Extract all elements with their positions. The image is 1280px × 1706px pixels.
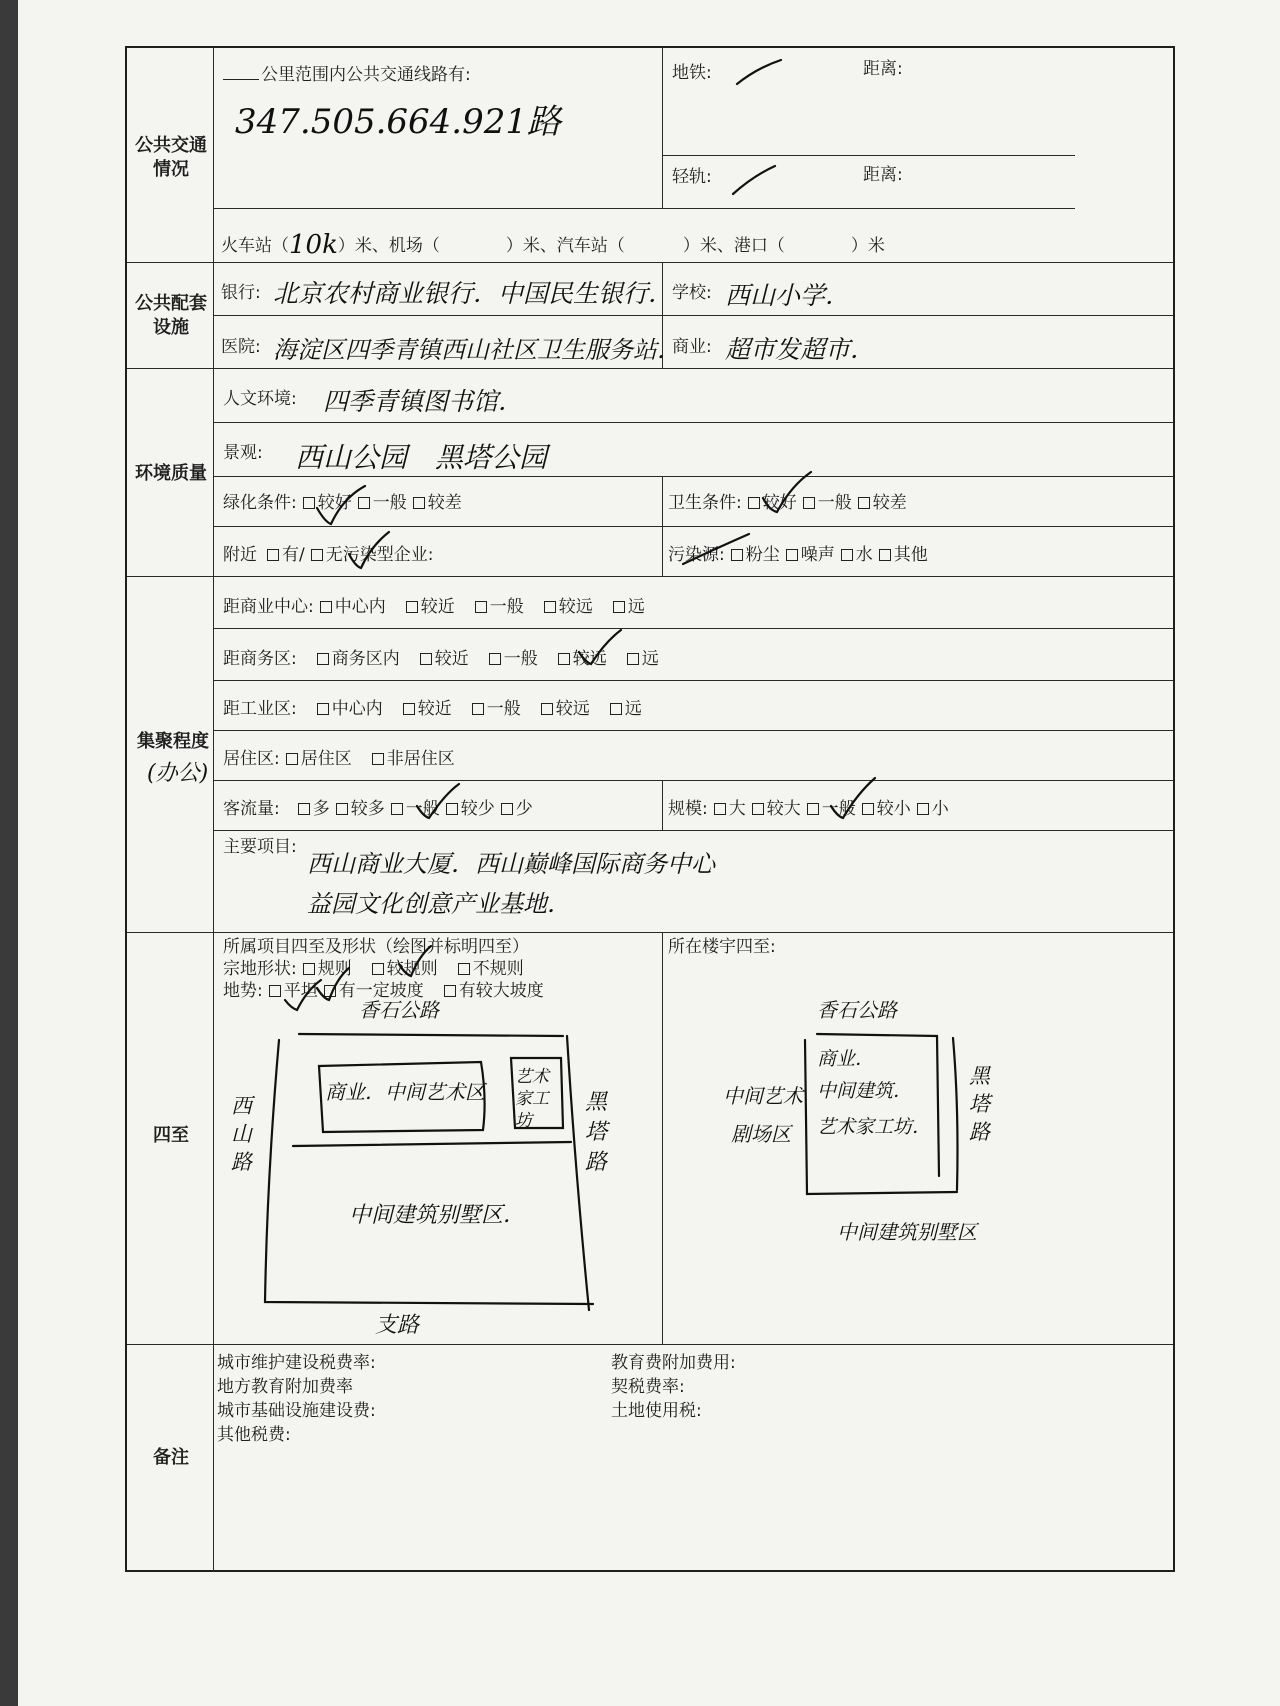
business-check-mark: [579, 630, 621, 664]
sketch-left-east: 黑塔路: [585, 1090, 608, 1175]
subway-slash-mark: [737, 60, 781, 84]
sketch-left-block-a: [319, 1062, 485, 1132]
remark-deed-tax: 契税费率:: [611, 1377, 685, 1397]
sketch-left-top-line: [299, 1034, 563, 1036]
industry-row: 距工业区: 中心内 较近 一般 较远 远: [223, 699, 642, 719]
projects-line-1: 西山商业大厦．西山巅峰国际商务中心: [307, 850, 715, 878]
section-environment: 环境质量: [135, 463, 207, 484]
school-label: 学校:: [672, 283, 712, 303]
building-boundary-label: 所在楼宇四至:: [668, 937, 776, 957]
section-agglomeration: 集聚程度: [137, 731, 209, 752]
terrain-check-mark: [285, 980, 321, 1010]
station-row: 火车站（10k）米、机场（ ）米、汽车站（ ）米、港口（ ）米: [221, 230, 885, 260]
hygiene-check-mark: [763, 472, 811, 512]
sketch-left-north: 香石公路: [359, 998, 439, 1022]
sketch-right-east-edge: [953, 1038, 958, 1190]
agglomeration-note: (办公): [147, 761, 209, 786]
remark-city-maintenance: 城市维护建设税费率:: [217, 1353, 376, 1373]
sketch-right-west-a: 中间艺术: [723, 1084, 803, 1108]
hospital-value: 海淀区四季青镇西山社区卫生服务站．: [273, 336, 681, 364]
sketch-right-inner-1: 商业．: [817, 1048, 875, 1070]
sketch-left-commercial: 商业．中间艺术区: [325, 1080, 485, 1104]
section-boundary: 四至: [153, 1125, 189, 1146]
sketch-right-west-b: 剧场区: [731, 1122, 791, 1146]
transport-lines-label: 公里范围内公共交通线路有:: [223, 60, 471, 85]
light-rail-slash-mark: [733, 166, 775, 194]
culture-label: 人文环境:: [223, 389, 297, 409]
sketch-right-outline-left: [805, 1040, 957, 1194]
shape-row: 宗地形状: 规则 较规则 不规则: [223, 959, 524, 979]
light-rail-label: 轻轨:: [672, 167, 712, 187]
school-value: 西山小学．: [725, 281, 851, 310]
remark-other: 其他税费:: [217, 1425, 291, 1445]
sketch-left-villa: 中间建筑别墅区．: [349, 1203, 526, 1228]
section-facilities: 公共配套 设施: [135, 293, 207, 338]
subway-label: 地铁:: [672, 63, 712, 83]
projects-line-2: 益园文化创意产业基地．: [307, 890, 571, 918]
shape-check-mark-2: [399, 946, 431, 976]
sketch-right-inner-3: 艺术家工坊．: [817, 1116, 932, 1138]
pollution-slash-mark: [683, 534, 749, 564]
residence-row: 居住区: 居住区 非居住区: [223, 749, 455, 769]
transport-lines-value: 347.505.664.921路: [235, 102, 562, 142]
cbd-row: 距商业中心: 中心内 较近 一般 较远 远: [223, 597, 645, 617]
section-transport: 公共交通 情况: [135, 135, 207, 180]
scale-check-mark: [831, 778, 875, 818]
hygiene-row: 卫生条件: 较好 一般 较差: [668, 493, 907, 513]
remark-land-use-tax: 土地使用税:: [611, 1401, 702, 1421]
scenery-label: 景观:: [223, 443, 263, 463]
sketch-left-divider: [293, 1142, 571, 1146]
pollution-row: 污染源: 粉尘 噪声 水 其他: [668, 545, 928, 565]
flow-check-mark: [417, 784, 459, 818]
sketch-right-outline-top: [817, 1034, 939, 1176]
projects-label: 主要项目:: [223, 837, 297, 857]
light-rail-distance-label: 距离:: [863, 165, 903, 185]
nearby-row: 附近 有/ 无污染型企业:: [223, 545, 434, 565]
remark-local-education: 地方教育附加费率: [217, 1377, 353, 1397]
bank-label: 银行:: [221, 283, 261, 303]
sketch-left-west: 西山路: [231, 1094, 252, 1174]
culture-value: 四季青镇图书馆．: [323, 387, 524, 416]
sketch-left-south: 支路: [375, 1313, 420, 1338]
sketch-left-outline: [265, 1040, 593, 1304]
sketch-right-south: 中间建筑别墅区: [837, 1220, 977, 1244]
greening-row: 绿化条件: 较好 一般 较差: [223, 493, 462, 513]
section-remarks: 备注: [153, 1447, 189, 1468]
scale-row: 规模: 大 较大 一般 较小 小: [668, 799, 949, 819]
sketch-left-artist: 艺术家工坊: [515, 1067, 549, 1131]
sketch-right-east: 黑塔路: [969, 1064, 990, 1144]
sketch-left-east-edge: [567, 1036, 589, 1310]
pen-strokes: [127, 48, 1177, 1574]
subway-distance-label: 距离:: [863, 59, 903, 79]
sketch-right-north: 香石公路: [817, 998, 897, 1022]
commerce-value: 超市发超市．: [725, 335, 876, 364]
train-station-distance: 10k: [289, 230, 338, 260]
hospital-label: 医院:: [221, 337, 261, 357]
sketch-right-inner-2: 中间建筑．: [817, 1080, 913, 1102]
bank-value: 北京农村商业银行．中国民生银行．: [273, 279, 674, 308]
sketch-left-block-b: [511, 1058, 563, 1128]
terrain-row: 地势: 平坦 有一定坡度 有较大坡度: [223, 981, 544, 1001]
scenery-value: 西山公园 黑塔公园: [295, 441, 548, 474]
shape-check-mark: [317, 968, 349, 1000]
project-boundary-label: 所属项目四至及形状（绘图并标明四至）: [223, 937, 529, 957]
commerce-label: 商业:: [672, 337, 712, 357]
remark-education-surcharge: 教育费附加费用:: [611, 1353, 736, 1373]
survey-form: [125, 46, 1175, 1572]
flow-row: 客流量: 多 较多 一般 较少 少: [223, 799, 533, 819]
greening-check-mark: [317, 486, 365, 524]
nearby-check-mark: [349, 532, 389, 568]
remark-infrastructure: 城市基础设施建设费:: [217, 1401, 376, 1421]
business-row: 距商务区: 商务区内 较近 一般 较远 远: [223, 649, 659, 669]
